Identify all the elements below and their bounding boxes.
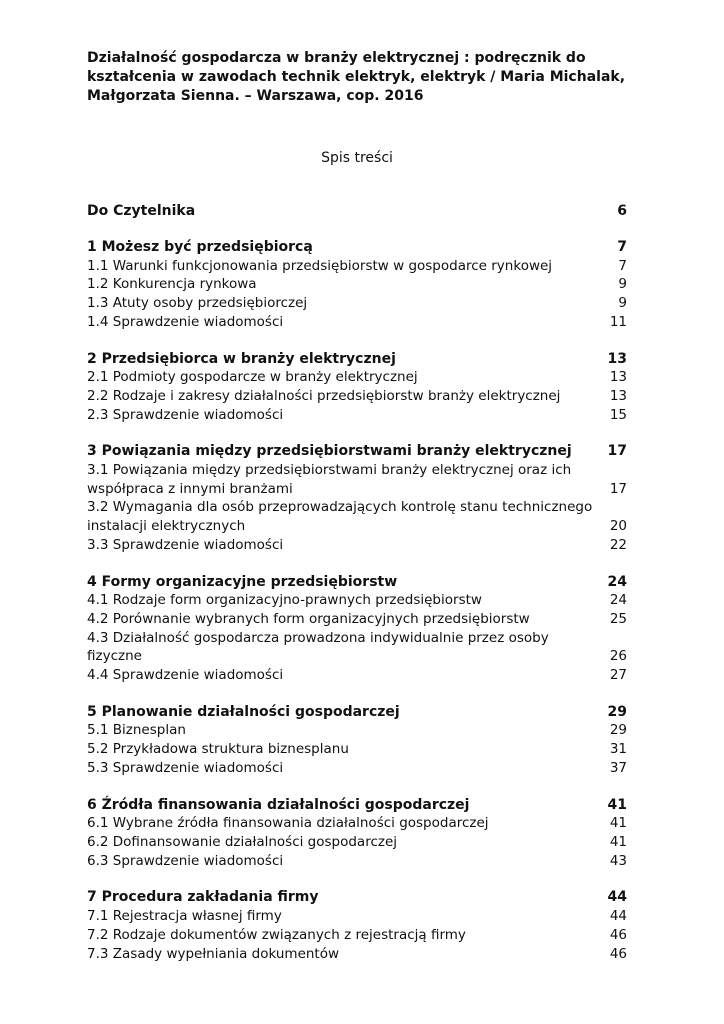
toc-preface-row — [87, 202, 627, 221]
toc-entry — [87, 275, 627, 294]
toc-entry-label: 4.2 Porównanie wybranych form organizacyjnych przedsiębiorstw — [87, 610, 530, 627]
toc-chapter-heading — [87, 442, 627, 461]
toc-chapter-heading — [87, 350, 627, 369]
toc-chapter-title: 2 Przedsiębiorca w branży elektrycznej — [87, 350, 396, 367]
toc-entry — [87, 368, 627, 387]
toc-entry-label: 2.1 Podmioty gospodarcze w branży elektrycznej — [87, 369, 418, 386]
toc-entry-page: 13 — [609, 387, 627, 404]
toc-chapter — [87, 888, 627, 963]
toc-entry — [87, 907, 627, 926]
toc-entry-label: 7.2 Rodzaje dokumentów związanych z rejestracją firmy — [87, 926, 466, 943]
toc-entry-label: 2.3 Sprawdzenie wiadomości — [87, 406, 284, 423]
toc-chapter — [87, 703, 627, 778]
toc-chapter-heading — [87, 238, 627, 257]
toc-entry-page: 11 — [609, 313, 627, 330]
toc-entry-page: 43 — [609, 852, 627, 869]
toc-chapter-page: 44 — [607, 889, 627, 906]
toc-entry-label: 3.2 Wymagania dla osób przeprowadzających kontrolę stanu technicznego instalacji elektrycznych — [87, 499, 593, 535]
toc-entry-label: 1.2 Konkurencja rynkowa — [87, 276, 257, 293]
toc-entry — [87, 294, 627, 313]
toc-entry-label: 4.4 Sprawdzenie wiadomości — [87, 667, 284, 684]
toc-entry-label: 7.3 Zasady wypełniania dokumentów — [87, 945, 340, 962]
toc-entry-label: 1.4 Sprawdzenie wiadomości — [87, 313, 284, 330]
toc-entry-label: 6.1 Wybrane źródła finansowania działalności gospodarczej — [87, 815, 489, 832]
toc-entry-label: 6.3 Sprawdzenie wiadomości — [87, 852, 284, 869]
toc-entry — [87, 387, 627, 406]
toc-chapter — [87, 350, 627, 425]
toc-entry — [87, 759, 627, 778]
toc-entry-label: 5.2 Przykładowa struktura biznesplanu — [87, 741, 349, 758]
toc-chapter-page: 7 — [617, 239, 627, 255]
toc-entry-page: 31 — [609, 741, 627, 758]
toc-entry-label: 7.1 Rejestracja własnej firmy — [87, 908, 282, 925]
toc-entry — [87, 852, 627, 871]
toc-entry-page: 9 — [618, 276, 627, 293]
toc-entry-page: 24 — [609, 592, 627, 609]
toc-entry-page: 46 — [609, 926, 627, 943]
toc-chapter-page: 29 — [607, 703, 627, 720]
toc-chapter-page: 17 — [607, 443, 627, 460]
toc-entry-label: 5.3 Sprawdzenie wiadomości — [87, 759, 284, 776]
toc-entry — [87, 461, 627, 498]
toc-chapter-title: 5 Planowanie działalności gospodarczej — [87, 703, 400, 720]
toc-entry-page: 15 — [609, 406, 627, 423]
toc-entry — [87, 721, 627, 740]
toc-entry — [87, 945, 627, 964]
toc-entry-page: 29 — [609, 722, 627, 739]
toc-chapter-title: 4 Formy organizacyjne przedsiębiorstw — [87, 573, 398, 590]
toc-entry-label: 5.1 Biznesplan — [87, 722, 186, 739]
toc-chapter — [87, 796, 627, 871]
toc-entry — [87, 313, 627, 332]
toc-entry-page: 13 — [609, 369, 627, 386]
toc-chapter-heading — [87, 703, 627, 722]
toc-entry-page: 41 — [609, 833, 627, 850]
toc-entry-label: 1.3 Atuty osoby przedsiębiorczej — [87, 295, 308, 312]
toc-chapter — [87, 238, 627, 332]
toc-chapter-title: 6 Źródła finansowania działalności gospodarczej — [87, 796, 470, 813]
toc-entry-label: 6.2 Dofinansowanie działalności gospodarczej — [87, 833, 398, 850]
toc-entry — [87, 536, 627, 555]
toc-entry — [87, 666, 627, 685]
toc-entry-page: 44 — [609, 908, 627, 925]
toc-entry-label: 3.3 Sprawdzenie wiadomości — [87, 536, 284, 553]
toc-entry — [87, 926, 627, 945]
toc-entry-page: 37 — [609, 759, 627, 776]
toc-entry — [87, 257, 627, 276]
toc-entry — [87, 814, 627, 833]
toc-chapter — [87, 442, 627, 554]
toc-entry-label: 2.2 Rodzaje i zakresy działalności przedsiębiorstw branży elektrycznej — [87, 387, 561, 404]
toc-entry — [87, 591, 627, 610]
toc-chapter-heading — [87, 888, 627, 907]
toc-preface-page: 6 — [617, 203, 627, 219]
toc-entry — [87, 833, 627, 852]
toc-entry — [87, 740, 627, 759]
toc-chapter-title: 1 Możesz być przedsiębiorcą — [87, 239, 313, 255]
toc-chapters — [87, 238, 627, 981]
toc-chapter-page: 13 — [607, 350, 627, 367]
toc-entry-label: 4.1 Rodzaje form organizacyjno-prawnych przedsiębiorstw — [87, 592, 482, 609]
toc-entry-page: 41 — [609, 815, 627, 832]
toc-entry-page: 7 — [618, 257, 627, 274]
toc-chapter-page: 41 — [607, 796, 627, 813]
toc-entry-label: 1.1 Warunki funkcjonowania przedsiębiorstw w gospodarce rynkowej — [87, 257, 553, 274]
document-page — [87, 49, 627, 962]
toc-entry-label: 3.1 Powiązania między przedsiębiorstwami branży elektrycznej oraz ich współpraca z innymi branżami — [87, 462, 572, 497]
toc-entry-label: 4.3 Działalność gospodarcza prowadzona indywidualnie przez osoby fizyczne — [87, 629, 549, 665]
toc-entry — [87, 610, 627, 629]
toc-chapter-title: 3 Powiązania między przedsiębiorstwami branży elektrycznej — [87, 443, 572, 460]
toc-chapter-title: 7 Procedura zakładania firmy — [87, 889, 319, 906]
toc-chapter-heading — [87, 573, 627, 592]
toc-entry-page: 22 — [609, 536, 627, 553]
toc-chapter-heading — [87, 796, 627, 815]
toc-entry — [87, 629, 627, 666]
toc-entry — [87, 498, 627, 535]
toc-entry-page: 17 — [609, 480, 627, 497]
toc-entry — [87, 406, 627, 425]
toc-heading: Spis treści — [321, 150, 393, 166]
toc-entry-page: 27 — [609, 667, 627, 684]
document-title: Działalność gospodarcza w branży elektrycznej : podręcznik do kształcenia w zawodach technik elektryk, elektryk / Maria Michalak, Małgorzata Sienna. – Warszawa, cop. 2016 — [87, 50, 626, 104]
toc-entry-page: 9 — [618, 295, 627, 312]
toc-chapter-page: 24 — [607, 573, 627, 590]
toc-entry-page: 25 — [609, 610, 627, 627]
toc-entry-page: 26 — [609, 648, 627, 665]
toc-entry-page: 46 — [609, 945, 627, 962]
toc-preface-label: Do Czytelnika — [87, 203, 196, 219]
toc-entry-page: 20 — [609, 518, 627, 535]
toc-chapter — [87, 573, 627, 685]
